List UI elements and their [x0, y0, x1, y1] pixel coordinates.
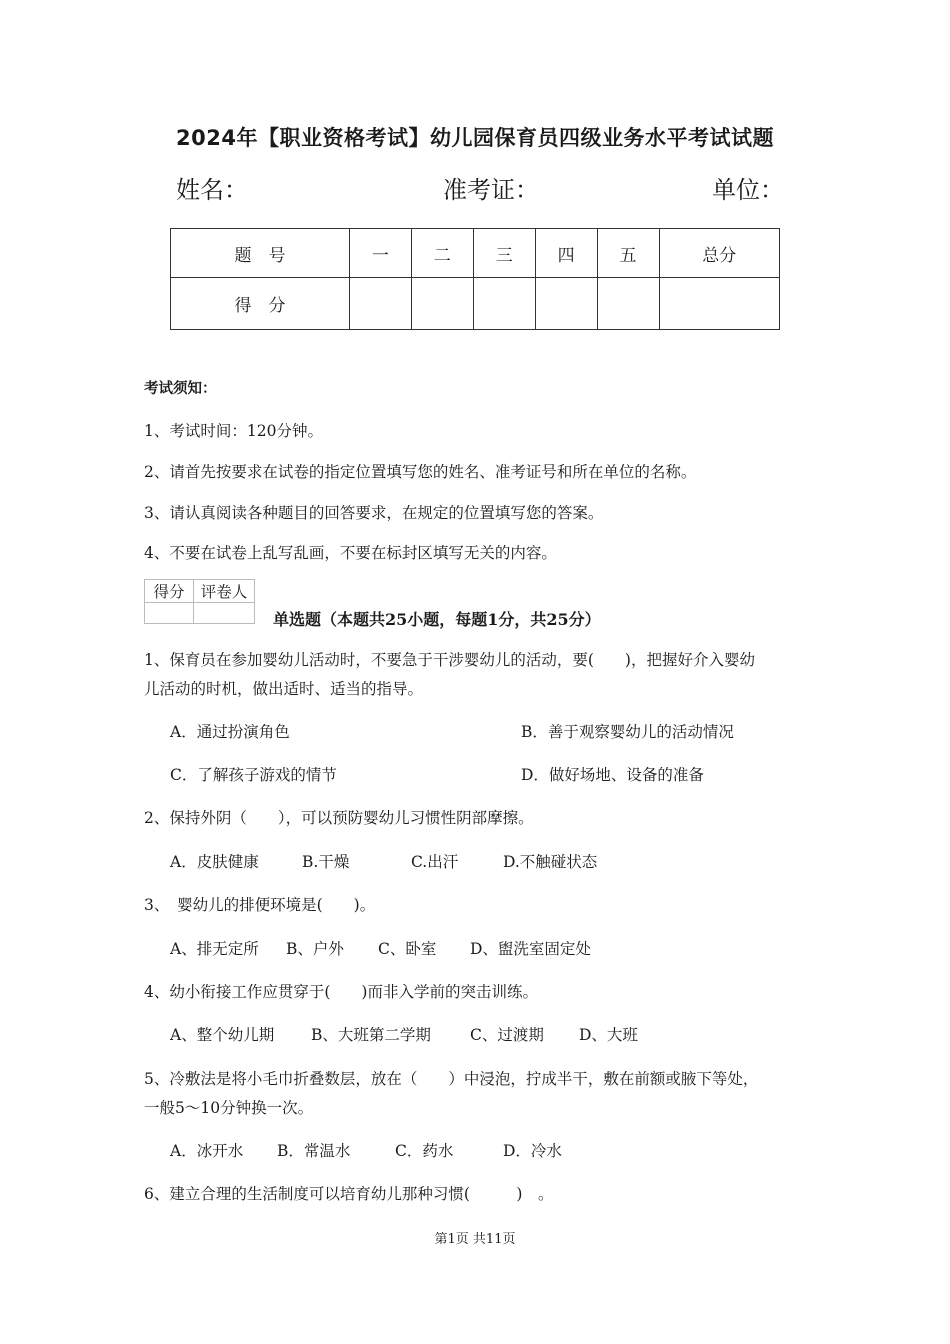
- question-text: 5、冷敷法是将小毛巾折叠数层，放在（ ）中浸泡，拧成半干，敷在前额或腋下等处，: [144, 1070, 759, 1088]
- option-d[interactable]: D．冷水: [503, 1142, 562, 1160]
- score-table: [170, 228, 780, 330]
- question-text: 2、保持外阴（ ），可以预防婴幼儿习惯性阴部摩擦。: [144, 809, 534, 827]
- option-d[interactable]: D、大班: [579, 1026, 638, 1044]
- option-d[interactable]: D.不触碰状态: [503, 853, 598, 871]
- option-c[interactable]: C.出汗: [411, 853, 459, 871]
- question-text: 6、建立合理的生活制度可以培育幼儿那种习惯( ) 。: [144, 1185, 554, 1203]
- option-b[interactable]: B、大班第二学期: [311, 1026, 431, 1044]
- score-header-cell: 四: [535, 229, 597, 278]
- notice-item: 2、请首先按要求在试卷的指定位置填写您的姓名、准考证号和所在单位的名称。: [144, 463, 697, 481]
- score-header-cell: 一: [349, 229, 411, 278]
- score-cell[interactable]: [349, 278, 411, 330]
- score-header-cell: 二: [411, 229, 473, 278]
- score-table-score-row: [171, 278, 780, 330]
- score-header-cell: 总分: [659, 229, 779, 278]
- question-text: 儿活动的时机，做出适时、适当的指导。: [144, 680, 424, 698]
- score-cell[interactable]: [473, 278, 535, 330]
- score-cell[interactable]: [597, 278, 659, 330]
- notice-item: 1、考试时间：120分钟。: [144, 422, 323, 440]
- grader-score-cell[interactable]: [145, 603, 194, 624]
- score-cell[interactable]: [659, 278, 779, 330]
- score-table-header-row: [171, 229, 780, 278]
- notice-item: 4、不要在试卷上乱写乱画，不要在标封区填写无关的内容。: [144, 544, 557, 562]
- option-b[interactable]: B.干燥: [302, 853, 350, 871]
- question-text: 一般5～10分钟换一次。: [144, 1099, 314, 1117]
- option-a[interactable]: A．冰开水: [170, 1142, 244, 1160]
- question-text: 1、保育员在参加婴幼儿活动时，不要急于干涉婴幼儿的活动，要( )，把握好介入婴幼: [144, 651, 755, 669]
- exam-id-field-label: 准考证：: [443, 176, 539, 204]
- page-footer: 第1页 共11页: [434, 1232, 516, 1247]
- grader-reviewer-cell[interactable]: [194, 603, 255, 624]
- option-c[interactable]: C．药水: [395, 1142, 454, 1160]
- option-d[interactable]: D、盥洗室固定处: [470, 940, 591, 958]
- option-c[interactable]: C、过渡期: [470, 1026, 544, 1044]
- notice-item: 3、请认真阅读各种题目的回答要求，在规定的位置填写您的答案。: [144, 504, 604, 522]
- option-a[interactable]: A．皮肤健康: [170, 853, 259, 871]
- score-header-cell: 五: [597, 229, 659, 278]
- option-b[interactable]: B．善于观察婴幼儿的活动情况: [521, 723, 734, 741]
- score-cell[interactable]: [411, 278, 473, 330]
- score-header-cell: 题 号: [171, 229, 350, 278]
- unit-field-label: 单位：: [712, 176, 784, 204]
- option-a[interactable]: A．通过扮演角色: [170, 723, 290, 741]
- page-title: 2024年【职业资格考试】幼儿园保育员四级业务水平考试试题: [176, 126, 774, 150]
- notice-heading: 考试须知：: [144, 380, 217, 397]
- option-b[interactable]: B、户外: [286, 940, 344, 958]
- grader-score-label: 得分: [145, 580, 194, 603]
- option-a[interactable]: A、排无定所: [170, 940, 259, 958]
- score-row-label: 得 分: [171, 278, 350, 330]
- score-cell[interactable]: [535, 278, 597, 330]
- score-header-cell: 三: [473, 229, 535, 278]
- option-c[interactable]: C．了解孩子游戏的情节: [170, 766, 337, 784]
- option-b[interactable]: B．常温水: [277, 1142, 351, 1160]
- option-a[interactable]: A、整个幼儿期: [170, 1026, 275, 1044]
- section-title: 单选题（本题共25小题，每题1分，共25分）: [273, 610, 601, 629]
- name-field-label: 姓名：: [176, 176, 248, 204]
- question-text: 3、 婴幼儿的排便环境是( )。: [144, 896, 376, 914]
- question-text: 4、幼小衔接工作应贯穿于( )而非入学前的突击训练。: [144, 983, 538, 1001]
- grader-table: [144, 579, 255, 624]
- option-d[interactable]: D．做好场地、设备的准备: [521, 766, 704, 784]
- grader-reviewer-label: 评卷人: [194, 580, 255, 603]
- option-c[interactable]: C、卧室: [378, 940, 437, 958]
